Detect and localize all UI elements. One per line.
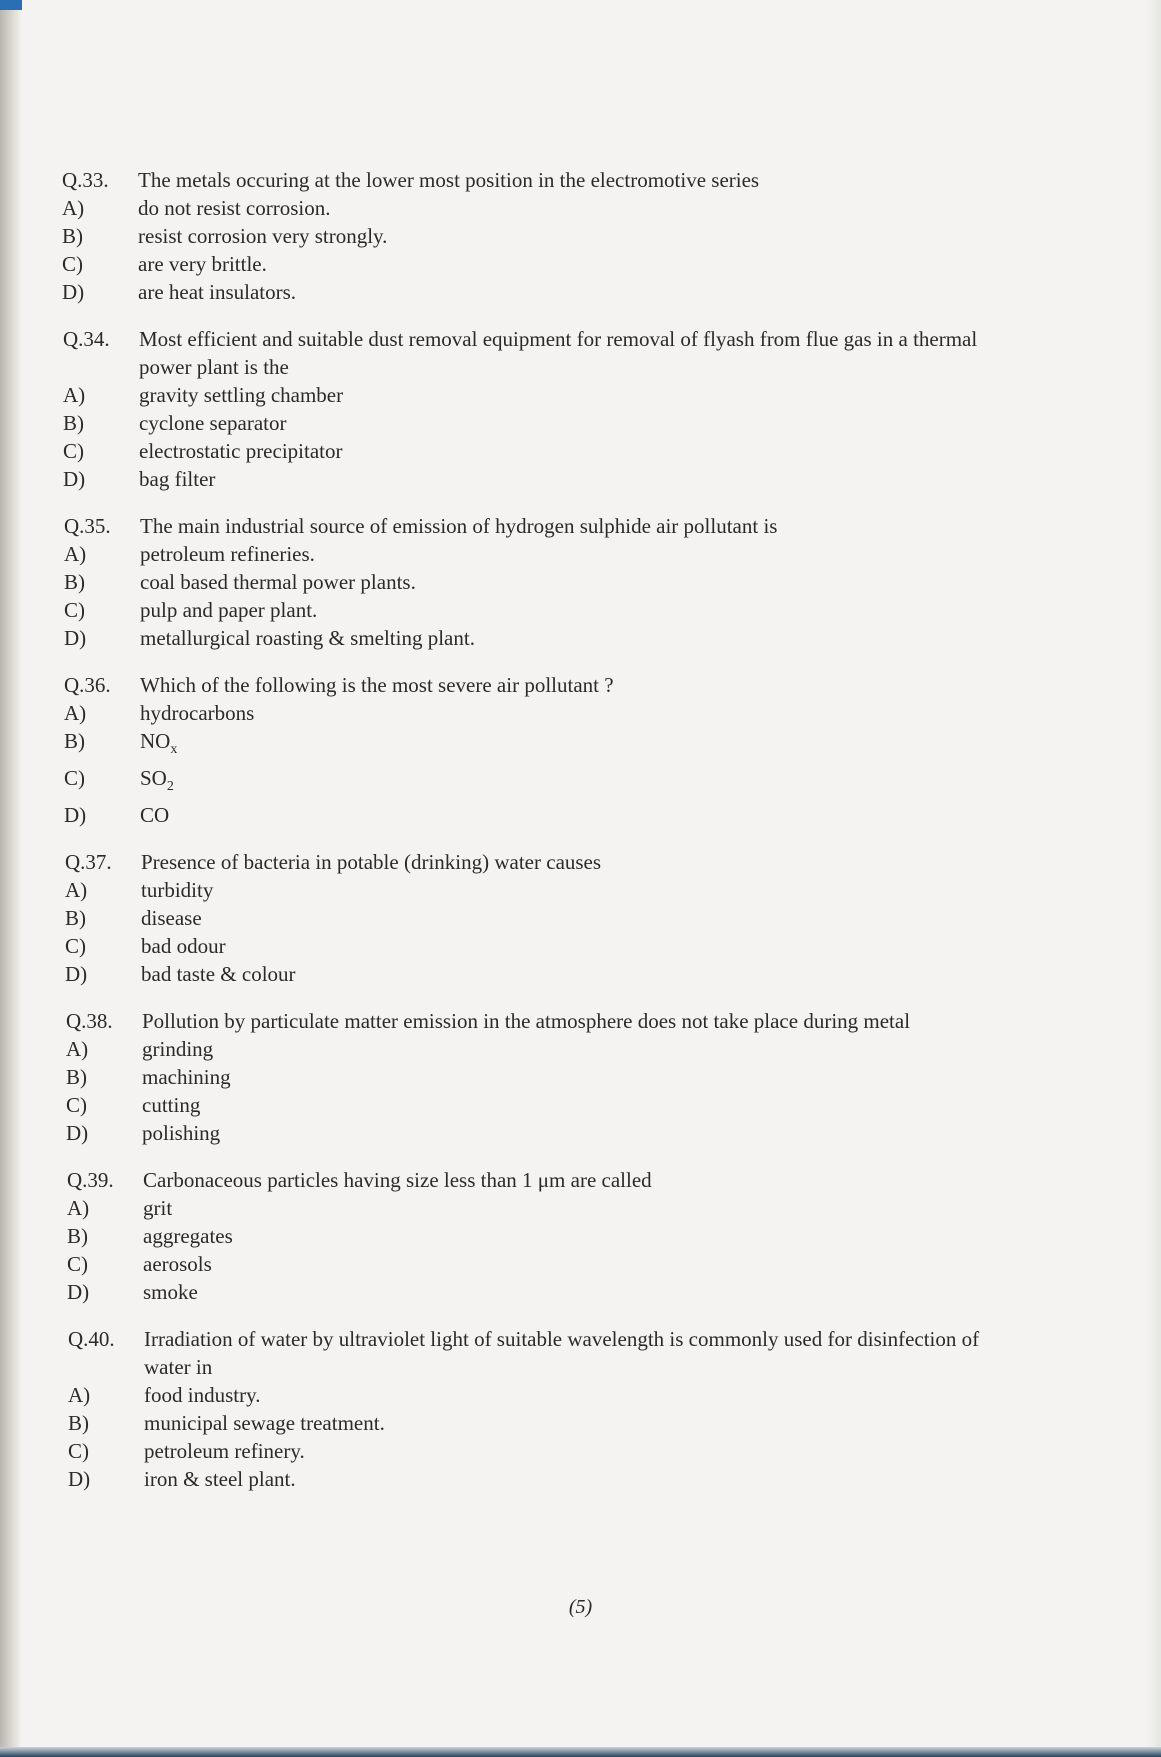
option-text	[143, 1278, 1022, 1306]
option-label: D)	[65, 962, 88, 987]
option-row	[65, 876, 1022, 904]
option-row	[64, 568, 1022, 596]
option-text	[140, 540, 1022, 568]
option-row	[62, 278, 1022, 306]
question-text: Which of the following is the most severe air pollutant ?	[140, 673, 614, 697]
option-row	[63, 409, 1022, 437]
option-label: D)	[66, 1121, 89, 1146]
question-text: Irradiation of water by ultraviolet light of suitable wavelength is commonly used for disinfection of water in	[144, 1327, 980, 1380]
option-row	[66, 1119, 1022, 1147]
option-text	[138, 194, 1022, 222]
option-text	[144, 1465, 1022, 1493]
question-row	[65, 848, 1022, 876]
question-text: Pollution by particulate matter emission in the atmosphere does not take place during metal	[142, 1009, 911, 1034]
option-row	[68, 1437, 1022, 1465]
question-number: Q.40.	[68, 1327, 115, 1352]
option-text-main: cyclone separator	[139, 411, 287, 435]
option-text	[144, 1409, 1022, 1437]
question-block	[64, 512, 1022, 652]
option-text-main: electrostatic precipitator	[139, 439, 343, 463]
question-number: Q.33.	[62, 168, 109, 192]
question-text: The metals occuring at the lower most position in the electromotive series	[138, 168, 760, 192]
option-label: D)	[62, 280, 85, 304]
question-row	[67, 1166, 1022, 1194]
option-row	[66, 1091, 1022, 1119]
option-row	[65, 904, 1022, 932]
option-label: A)	[64, 542, 87, 566]
option-row	[64, 727, 1022, 764]
option-text-main: CO	[140, 803, 170, 828]
option-text-main: coal based thermal power plants.	[140, 570, 416, 594]
option-text-main: grinding	[142, 1037, 214, 1062]
option-row	[68, 1381, 1022, 1409]
question-text: Carbonaceous particles having size less than 1 μm are called	[143, 1168, 652, 1193]
option-row	[68, 1465, 1022, 1493]
question-number: Q.34.	[63, 327, 110, 351]
option-row	[63, 381, 1022, 409]
question-block	[66, 1007, 1022, 1147]
option-label: C)	[65, 934, 86, 959]
question-row	[64, 671, 1022, 699]
option-text-main: grit	[143, 1196, 173, 1221]
question-row	[66, 1007, 1022, 1035]
option-label: B)	[66, 1065, 87, 1090]
page-number: (5)	[568, 1596, 593, 1618]
option-text	[143, 1222, 1022, 1250]
question-text: Presence of bacteria in potable (drinking) water causes	[141, 850, 602, 875]
option-text-main: gravity settling chamber	[139, 383, 344, 407]
option-text-main: SO	[140, 766, 167, 791]
question-row	[68, 1325, 1022, 1381]
option-row	[64, 540, 1022, 568]
question-block	[65, 848, 1022, 988]
option-row	[64, 624, 1022, 652]
option-text-main: turbidity	[141, 878, 214, 903]
option-label: C)	[64, 766, 85, 791]
option-label: B)	[62, 224, 83, 248]
option-row	[66, 1035, 1022, 1063]
option-text-main: municipal sewage treatment.	[144, 1411, 385, 1436]
option-label: B)	[64, 729, 85, 753]
option-label: A)	[66, 1037, 89, 1062]
scan-left-edge	[0, 0, 22, 1757]
option-text	[142, 1091, 1022, 1119]
option-label: C)	[64, 598, 85, 622]
option-row	[65, 932, 1022, 960]
option-text	[141, 876, 1022, 904]
option-text	[144, 1381, 1022, 1409]
option-text	[140, 624, 1022, 652]
option-text	[143, 1194, 1022, 1222]
option-row	[66, 1063, 1022, 1091]
question-block	[62, 166, 1022, 306]
option-row	[65, 960, 1022, 988]
option-text-main: aerosols	[143, 1252, 212, 1277]
question-row	[63, 325, 1022, 381]
option-label: A)	[62, 196, 85, 220]
option-row	[67, 1194, 1022, 1222]
option-text	[140, 596, 1022, 624]
option-text	[142, 1035, 1022, 1063]
option-text-main: bad odour	[141, 934, 226, 959]
question-number: Q.38.	[66, 1009, 113, 1034]
option-text	[139, 409, 1022, 437]
option-text	[141, 904, 1022, 932]
option-text	[142, 1063, 1022, 1091]
question-text: Most efficient and suitable dust removal equipment for removal of flyash from flue gas in a thermal power plant is the	[139, 327, 978, 379]
option-text-main: NO	[140, 729, 171, 753]
option-text	[139, 381, 1022, 409]
option-text	[141, 932, 1022, 960]
question-row	[62, 166, 1022, 194]
option-label: A)	[64, 701, 87, 725]
option-text-main: polishing	[142, 1121, 221, 1146]
option-row	[62, 250, 1022, 278]
question-row	[64, 512, 1022, 540]
question-list	[62, 166, 1022, 1512]
option-text-main: resist corrosion very strongly.	[138, 224, 388, 248]
option-row	[64, 764, 1022, 801]
option-subscript: 2	[166, 779, 174, 795]
question-block	[68, 1325, 1022, 1493]
option-row	[64, 801, 1022, 829]
option-label: D)	[64, 803, 87, 828]
option-label: B)	[64, 570, 85, 594]
question-block	[63, 325, 1022, 493]
option-label: C)	[62, 252, 83, 276]
option-label: A)	[68, 1383, 91, 1408]
option-text	[140, 727, 1022, 764]
question-block	[67, 1166, 1022, 1306]
option-row	[64, 699, 1022, 727]
option-text-main: metallurgical roasting & smelting plant.	[140, 626, 475, 650]
option-text	[138, 250, 1022, 278]
option-text-main: bad taste & colour	[141, 962, 296, 987]
option-row	[62, 222, 1022, 250]
option-subscript: x	[170, 742, 178, 758]
option-label: B)	[65, 906, 86, 931]
option-text	[138, 278, 1022, 306]
option-row	[67, 1222, 1022, 1250]
question-number: Q.35.	[64, 514, 111, 538]
option-text	[144, 1437, 1022, 1465]
option-text-main: are heat insulators.	[138, 280, 297, 304]
option-text-main: machining	[142, 1065, 231, 1090]
option-text-main: hydrocarbons	[140, 701, 255, 725]
option-text	[139, 437, 1022, 465]
option-row	[64, 596, 1022, 624]
option-row	[67, 1278, 1022, 1306]
option-label: C)	[66, 1093, 87, 1118]
option-text-main: smoke	[143, 1280, 198, 1305]
option-row	[63, 465, 1022, 493]
option-text	[141, 960, 1022, 988]
option-label: C)	[68, 1439, 89, 1464]
option-label: A)	[67, 1196, 90, 1221]
scan-right-edge	[1147, 0, 1161, 1757]
option-text	[139, 465, 1022, 493]
option-text	[140, 699, 1022, 727]
question-number: Q.37.	[65, 850, 112, 875]
scan-bottom-edge	[0, 1747, 1161, 1757]
option-label: B)	[67, 1224, 88, 1249]
option-label: D)	[67, 1280, 90, 1305]
option-label: C)	[63, 439, 84, 463]
scan-corner-mark	[0, 0, 22, 10]
option-text-main: are very brittle.	[138, 252, 267, 276]
option-label: B)	[63, 411, 84, 435]
option-text-main: aggregates	[143, 1224, 233, 1249]
option-text	[138, 222, 1022, 250]
option-row	[68, 1409, 1022, 1437]
option-text-main: disease	[141, 906, 202, 931]
option-label: A)	[63, 383, 86, 407]
question-number: Q.36.	[64, 673, 111, 697]
option-label: A)	[65, 878, 88, 903]
option-label: C)	[67, 1252, 88, 1277]
option-row	[62, 194, 1022, 222]
option-text-main: bag filter	[139, 467, 216, 491]
option-text-main: petroleum refinery.	[144, 1439, 305, 1464]
option-text	[142, 1119, 1022, 1147]
question-text: The main industrial source of emission of hydrogen sulphide air pollutant is	[140, 514, 778, 538]
option-label: D)	[63, 467, 86, 491]
option-text-main: food industry.	[144, 1383, 261, 1408]
option-label: D)	[68, 1467, 91, 1492]
option-text-main: petroleum refineries.	[140, 542, 315, 566]
option-label: B)	[68, 1411, 89, 1436]
option-text	[140, 568, 1022, 596]
question-number: Q.39.	[67, 1168, 114, 1193]
option-text-main: do not resist corrosion.	[138, 196, 331, 220]
question-block	[64, 671, 1022, 829]
option-label: D)	[64, 626, 87, 650]
option-row	[63, 437, 1022, 465]
option-row	[67, 1250, 1022, 1278]
option-text-main: pulp and paper plant.	[140, 598, 318, 622]
option-text-main: cutting	[142, 1093, 201, 1118]
option-text-main: iron & steel plant.	[144, 1467, 296, 1492]
option-text	[140, 764, 1022, 801]
option-text	[143, 1250, 1022, 1278]
option-text	[140, 801, 1022, 829]
